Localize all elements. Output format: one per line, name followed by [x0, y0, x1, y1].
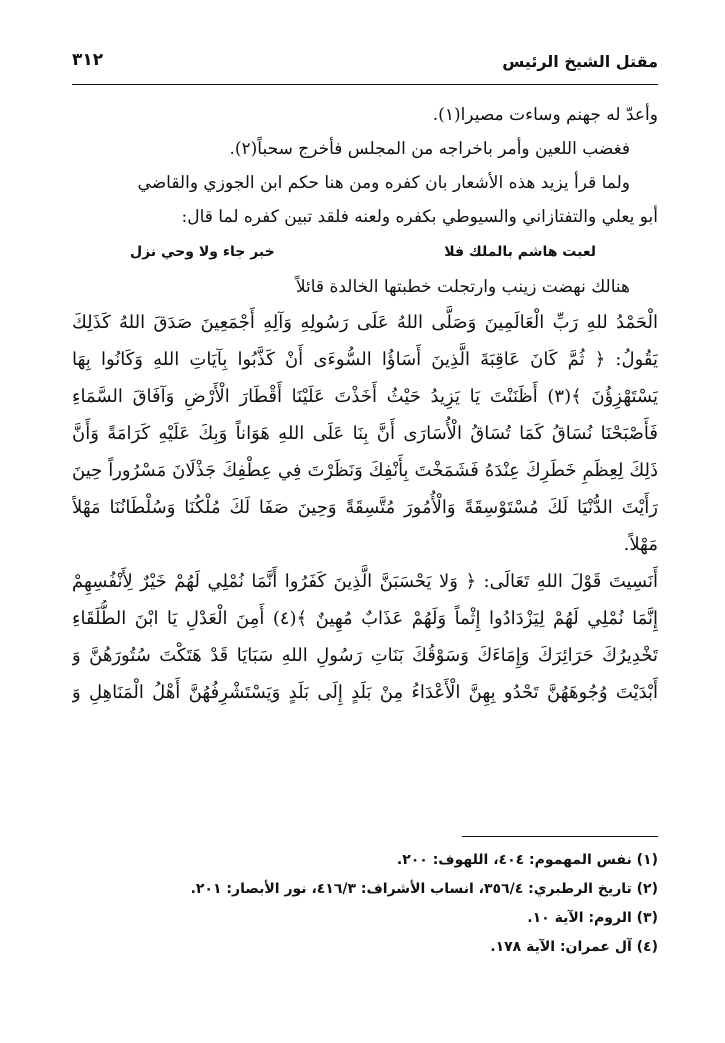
paragraph: فغضب اللعين وأمر باخراجه من المجلس فأخرج سحباً(٢).: [229, 139, 630, 159]
footnote-separator: [462, 836, 658, 837]
paragraph-line: أبو يعلي والتفتازاني والسيوطي بكفره ولعنه فلقد تبين كفره لما قال:: [181, 207, 658, 227]
page-number: ٣١٢: [72, 50, 104, 70]
footnote: (٤) آل عمران: الآية ١٧٨.: [490, 939, 658, 955]
sermon-line: مَهْلاً.: [623, 534, 658, 555]
paragraph: وأعدّ له جهنم وساءت مصيرا(١).: [432, 105, 658, 125]
sermon-line: رَأَيْتَ الدُّنْيَا لَكَ مُسْتَوْسِقَةً وَالْأُمُورَ مُتَّسِقَةً وَحِينَ صَفَا لَكَ مُلْكُنَا وَسُلْطَانُنَا مَهْلاً: [72, 497, 658, 518]
footnote: (١) نفس المهموم: ٤٠٤، اللهوف: ٢٠٠.: [396, 852, 658, 868]
poem-hemistich-first: لعبت هاشم بالملك فلا: [444, 244, 596, 260]
sermon-line: يَسْتَهْزِؤُنَ ﴾(٣) أَظَنَنْتَ يَا يَزِيدُ حَيْثُ أَخَذْتَ عَلَيْنَا أَقْطَارَ الْأَرْضِ وَآفَاقَ السَّمَاءِ: [72, 386, 658, 407]
sermon-line: أَبْدَيْتَ وُجُوهَهُنَّ تَحْدُو بِهِنَّ الْأَعْدَاءُ مِنْ بَلَدٍ إِلَى بَلَدٍ وَيَسْتَشْرِفُهُنَّ أَهْلُ الْمَنَاهِلِ وَ: [72, 682, 658, 703]
footnotes: [72, 846, 658, 962]
sermon-line: أَنَسِيتَ قَوْلَ اللهِ تَعَالَى: ﴿ وَلا يَحْسَبَنَّ الَّذِينَ كَفَرُوا أَنَّمَا نُمْلِي لَهُمْ خَيْرٌ لِأَنْفُسِهِمْ: [72, 571, 658, 592]
paragraph-line: ولما قرأ يزيد هذه الأشعار بان كفره ومن هنا حكم ابن الجوزي والقاضي: [137, 173, 630, 193]
running-title: مقتل الشيخ الرئيس: [502, 52, 658, 71]
paragraph: هنالك نهضت زينب وارتجلت خطبتها الخالدة قائلاً: [295, 277, 630, 297]
sermon-line: يَقُولُ: ﴿ ثُمَّ كَانَ عَاقِبَةَ الَّذِينَ أَسَاؤُا السُّوءَى أَنْ كَذَّبُوا بِآيَاتِ اللهِ وَكَانُوا بِهَا: [72, 349, 658, 370]
sermon-line: إِنَّمَا نُمْلِي لَهُمْ لِيَزْدَادُوا إِثْماً وَلَهُمْ عَذَابٌ مُهِينٌ ﴾(٤) أَمِنَ الْعَدْلِ يَا ابْنَ الطُّلَقَاءِ: [72, 608, 658, 629]
poem-verse: [72, 234, 658, 270]
sermon-line: الْحَمْدُ للهِ رَبِّ الْعَالَمِينَ وَصَلَّى اللهُ عَلَى رَسُولِهِ وَآلِهِ أَجْمَعِينَ صَدَقَ اللهُ كَذَلِكَ: [72, 312, 658, 333]
poem-hemistich-second: خبر جاء ولا وحي نزل: [130, 244, 275, 260]
page-header: [72, 48, 658, 85]
body-text: [72, 98, 658, 711]
footnote: (٢) تاريخ الرطبري: ٣٥٦/٤، انساب الأشراف: ٤١٦/٣، نور الأبصار: ٢٠١.: [190, 881, 658, 897]
sermon-line: فَأَصْبَحْنَا نُسَاقُ كَمَا تُسَاقُ الْأُسَارَى أَنَّ بِنَا عَلَى اللهِ هَوَاناً وَبِكَ عَلَيْهِ كَرَامَةً وَأَنَّ: [72, 423, 658, 444]
footnote: (٣) الروم: الآية ١٠.: [527, 910, 658, 926]
sermon-line: ذَلِكَ لِعِظَمِ خَطَرِكَ عِنْدَهُ فَشَمَخْتَ بِأَنْفِكَ وَنَظَرْتَ فِي عِطْفِكَ جَذْلَانَ مَسْرُوراً حِينَ: [72, 460, 658, 481]
sermon-line: تَخْدِيرُكَ حَرَائِرَكَ وَإِمَاءَكَ وَسَوْقُكَ بَنَاتِ رَسُولِ اللهِ سَبَايَا قَدْ هَتَكْتَ سُتُورَهُنَّ وَ: [72, 645, 658, 666]
